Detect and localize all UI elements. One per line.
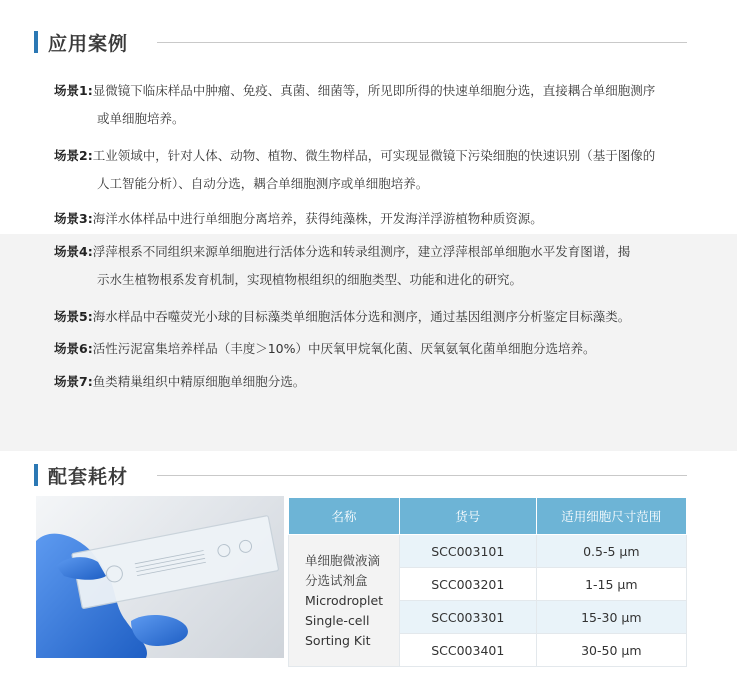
product-name-line: Single-cell — [305, 612, 370, 628]
scenario-text: 海水样品中吞噬荧光小球的目标藻类单细胞活体分选和测序，通过基因组测序分析鉴定目标藻类。 — [92, 309, 631, 324]
scenario-text-cont: 示水生植物根系发育机制，实现植物根组织的细胞类型、功能和进化的研究。 — [97, 272, 523, 287]
scenario-text-cont: 或单细胞培养。 — [97, 111, 185, 126]
product-code: SCC003401 — [399, 634, 536, 667]
section-header-applications — [34, 29, 128, 55]
scenario-label: 场景4: — [54, 244, 93, 259]
scenario-label: 场景5: — [54, 309, 93, 324]
scenario-label: 场景6: — [54, 341, 93, 356]
scenario-label: 场景3: — [54, 211, 93, 226]
scenario-text: 浮萍根系不同组织来源单细胞进行活体分选和转录组测序，建立浮萍根部单细胞水平发育图谱，揭 — [92, 244, 631, 259]
product-code: SCC003201 — [399, 568, 536, 601]
scenario-text: 海洋水体样品中进行单细胞分离培养，获得纯藻株，开发海洋浮游植物种质资源。 — [92, 211, 543, 226]
product-name-line: 单细胞微液滴 — [305, 552, 381, 568]
product-name-line: Sorting Kit — [305, 632, 371, 648]
consumables-table — [288, 497, 687, 667]
header-code: 货号 — [399, 498, 536, 535]
product-code: SCC003101 — [399, 535, 536, 568]
table-row — [289, 535, 687, 568]
scenario-label: 场景2: — [54, 148, 93, 163]
size-range: 30-50 μm — [536, 634, 686, 667]
header-rule — [157, 475, 687, 476]
scenario-text: 活性污泥富集培养样品（丰度＞10%）中厌氧甲烷氧化菌、厌氧氨氧化菌单细胞分选培养。 — [92, 341, 596, 356]
scenario-5 — [54, 303, 694, 331]
scenario-label: 场景7: — [54, 374, 93, 389]
scenario-2 — [54, 142, 694, 198]
scenario-label: 场景1: — [54, 83, 93, 98]
scenario-7 — [54, 368, 694, 396]
scenario-6 — [54, 335, 694, 363]
table-header-row — [289, 498, 687, 535]
size-range: 1-15 μm — [536, 568, 686, 601]
product-name-cell — [289, 535, 400, 667]
product-code: SCC003301 — [399, 601, 536, 634]
section-title-consumables: 配套耗材 — [48, 465, 129, 488]
size-range: 15-30 μm — [536, 601, 686, 634]
scenario-1 — [54, 77, 694, 133]
product-name-line: Microdroplet — [305, 592, 384, 608]
scenario-text: 工业领域中，针对人体、动物、植物、微生物样品，可实现显微镜下污染细胞的快速识别（基于图像的 — [92, 148, 656, 163]
product-photo — [36, 496, 284, 658]
section-title-applications: 应用案例 — [48, 32, 129, 55]
gloved-hand-chip-image — [36, 496, 284, 658]
header-range: 适用细胞尺寸范围 — [536, 498, 686, 535]
accent-bar — [34, 31, 38, 53]
size-range: 0.5-5 μm — [536, 535, 686, 568]
header-rule — [157, 42, 687, 43]
product-name-line: 分选试剂盒 — [305, 572, 368, 588]
header-name: 名称 — [289, 498, 400, 535]
scenario-3 — [54, 205, 694, 233]
scenario-text: 鱼类精巢组织中精原细胞单细胞分选。 — [92, 374, 306, 389]
accent-bar — [34, 464, 38, 486]
scenario-4 — [54, 238, 694, 294]
scenario-text: 显微镜下临床样品中肿瘤、免疫、真菌、细菌等，所见即所得的快速单细胞分选，直接耦合单细胞测序 — [92, 83, 656, 98]
section-header-consumables — [34, 462, 128, 488]
scenario-text-cont: 人工智能分析）、自动分选，耦合单细胞测序或单细胞培养。 — [97, 176, 429, 191]
